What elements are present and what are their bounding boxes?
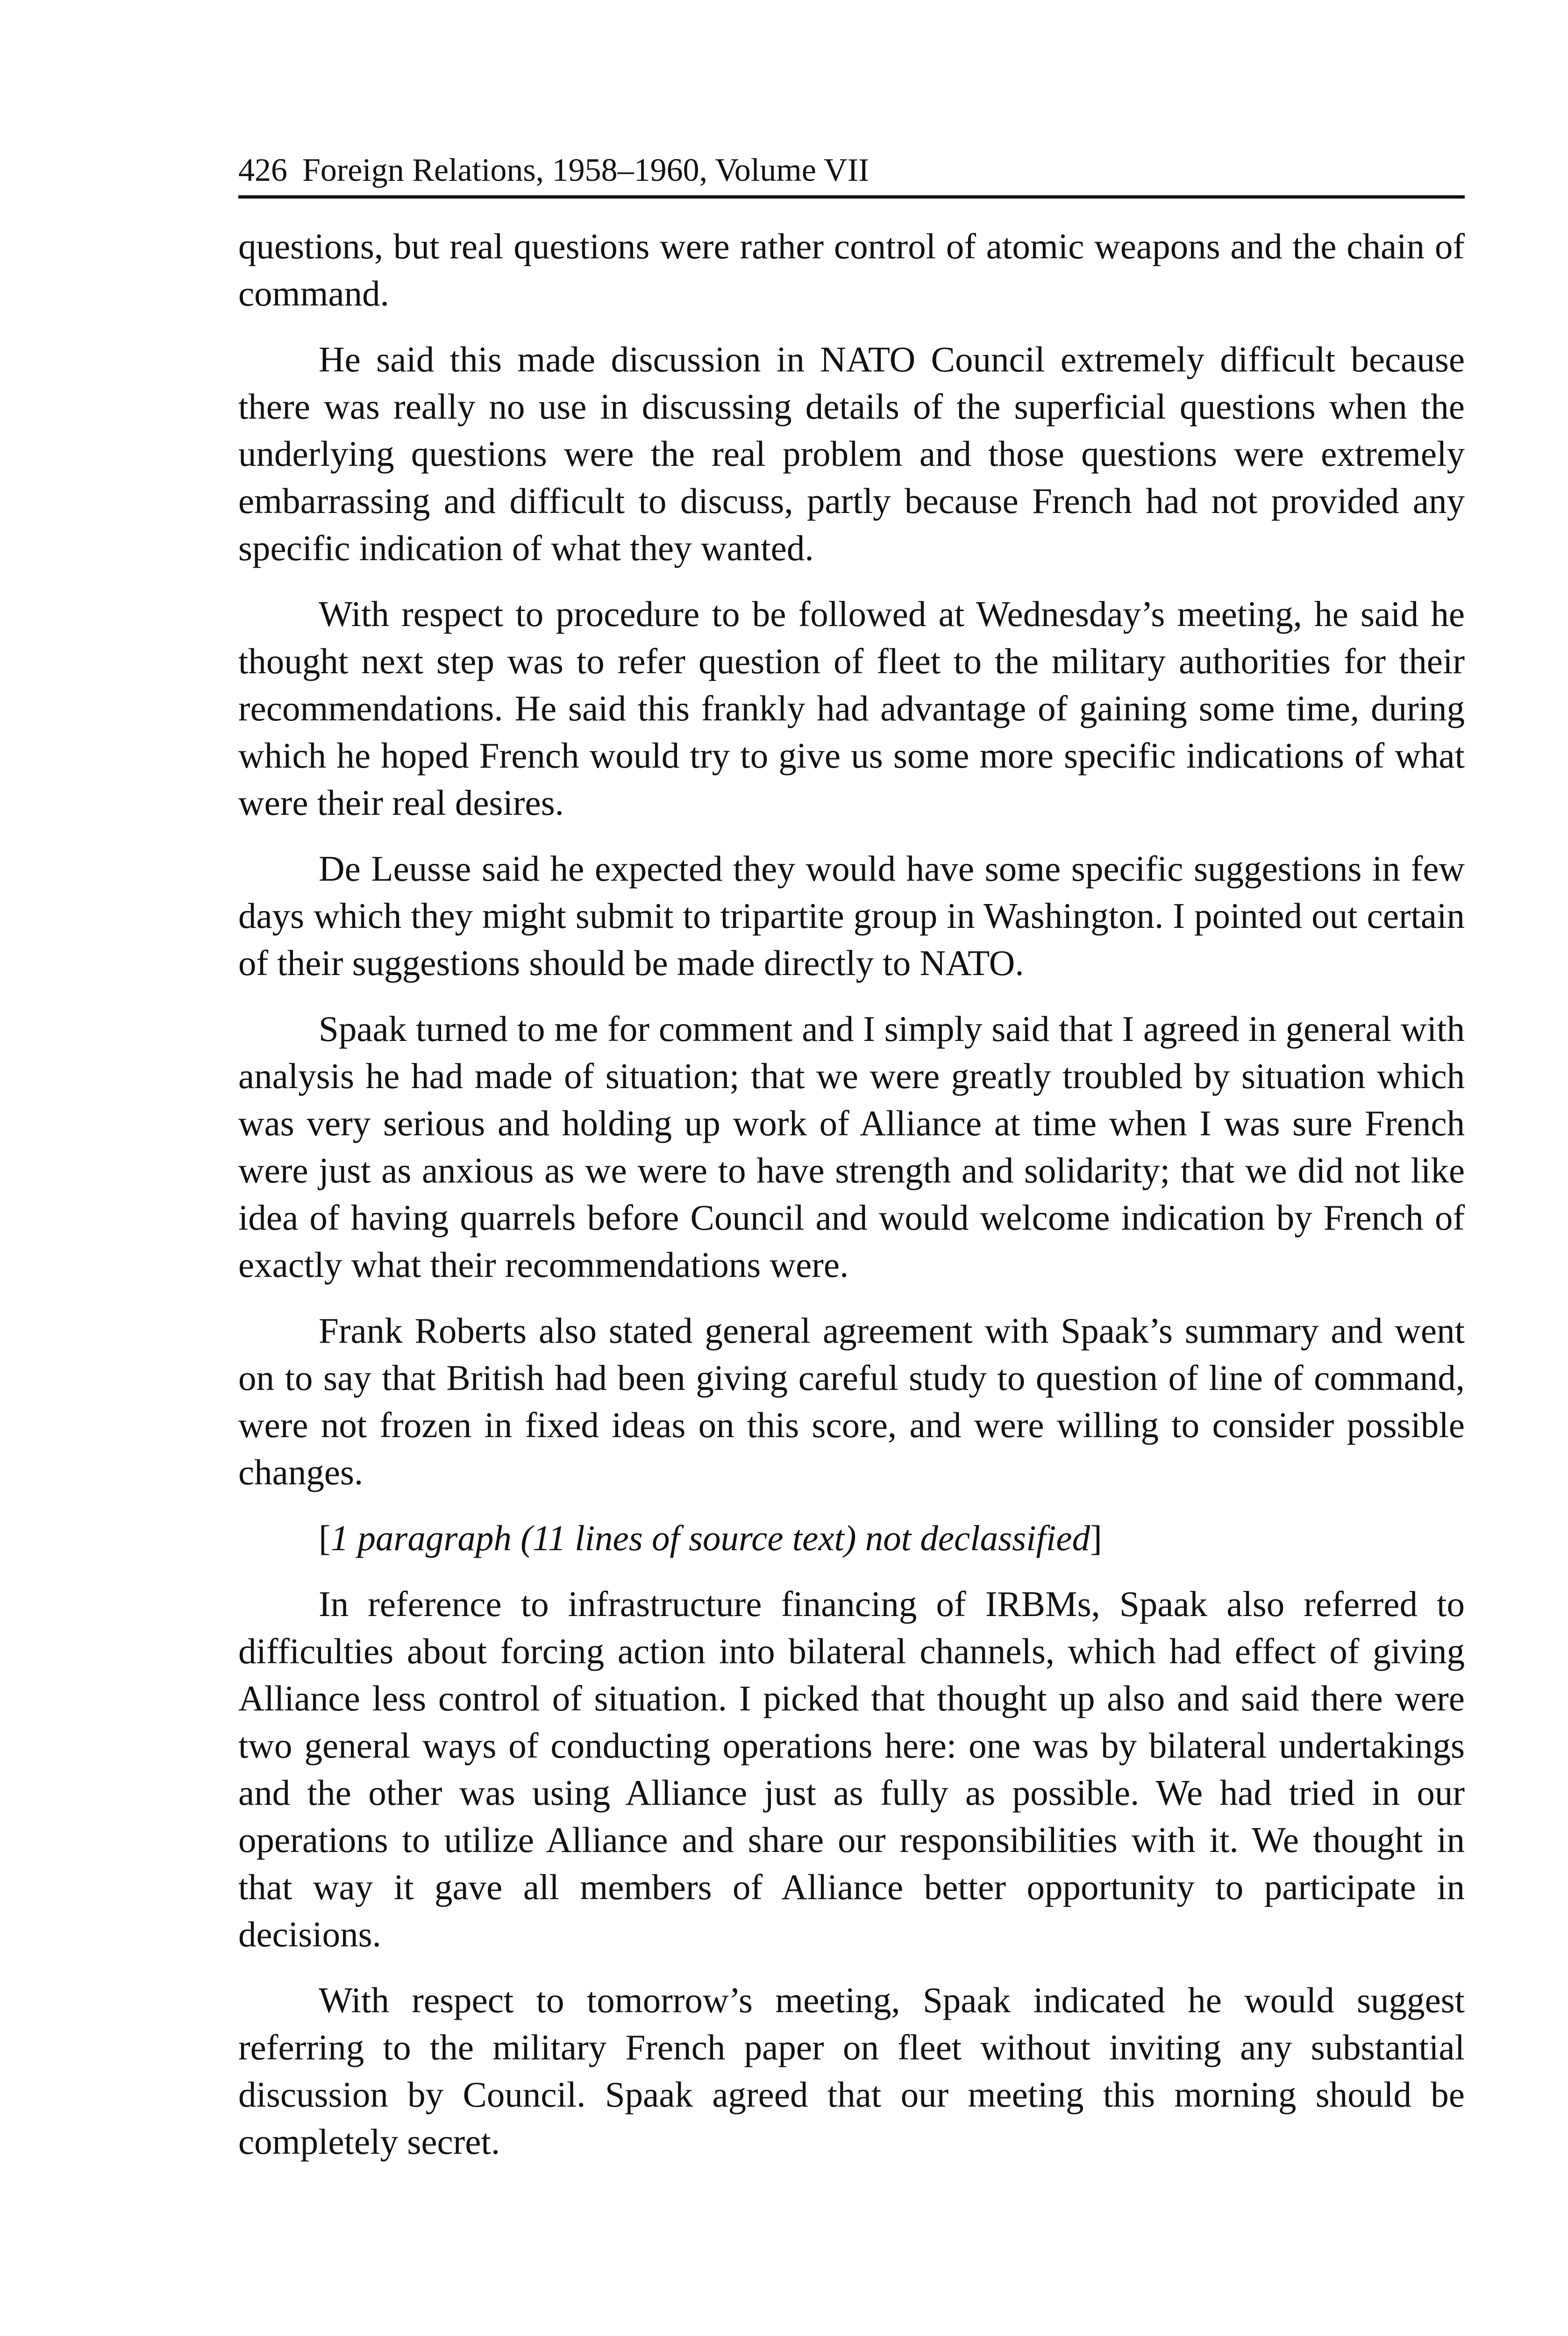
paragraph: He said this made discussion in NATO Council extremely difficult because there was really no use in discussing details of the superficial questions when the underlying questions were the real problem and those questions were extremely embarrassing and difficult to discuss, partly because French had not provided any specific indication of what they wanted. bbox=[238, 339, 1465, 568]
document-page bbox=[238, 154, 1465, 2184]
volume-title: Foreign Relations, 1958–1960, Volume VII bbox=[302, 152, 870, 188]
note-open-bracket: [ bbox=[319, 1518, 331, 1558]
body-text bbox=[238, 223, 1465, 2165]
declassification-note bbox=[238, 1515, 1465, 1562]
paragraph: With respect to tomorrow’s meeting, Spaak indicated he would suggest referring to the military French paper on fleet without inviting any substantial discussion by Council. Spaak agreed that our meeting this morning should be completely secret. bbox=[238, 1980, 1465, 2162]
paragraph-continuation: questions, but real questions were rather control of atomic weapons and the chain of command. bbox=[238, 226, 1465, 313]
page-number: 426 bbox=[238, 152, 287, 188]
note-close-bracket: ] bbox=[1090, 1518, 1102, 1558]
paragraph: Spaak turned to me for comment and I simply said that I agreed in general with analysis he had made of situation; that we were greatly troubled by situation which was very serious and holding up work of Alliance at time when I was sure French were just as anxious as we were to have strength and solidarity; that we did not like idea of having quarrels before Council and would welcome indication by French of exactly what their recommendations were. bbox=[238, 1009, 1465, 1285]
declassification-note-text: 1 paragraph (11 lines of source text) not declassified bbox=[330, 1518, 1090, 1558]
paragraph: With respect to procedure to be followed at Wednesday’s meeting, he said he thought next step was to refer question of fleet to the military authorities for their recommendations. He said this frankly had advantage of gaining some time, during which he hoped French would try to give us some more specific indications of what were their real desires. bbox=[238, 594, 1465, 823]
paragraph: Frank Roberts also stated general agreement with Spaak’s summary and went on to say that British had been giving careful study to question of line of command, were not frozen in fixed ideas on this score, and were willing to consider possible changes. bbox=[238, 1310, 1465, 1492]
paragraph: In reference to infrastructure financing of IRBMs, Spaak also referred to difficulties about forcing action into bilateral channels, which had effect of giving Alliance less control of situation. I picked that thought up also and said there were two general ways of conducting operations here: one was by bilateral undertakings and the other was using Alliance just as fully as possible. We had tried in our operations to utilize Alliance and share our responsibilities with it. We thought in that way it gave all members of Alliance better opportunity to participate in decisions. bbox=[238, 1584, 1465, 1954]
paragraph: De Leusse said he expected they would have some specific suggestions in few days which they might submit to tripartite group in Washington. I pointed out certain of their suggestions should be made directly to NATO. bbox=[238, 848, 1465, 983]
running-header bbox=[238, 154, 1465, 199]
